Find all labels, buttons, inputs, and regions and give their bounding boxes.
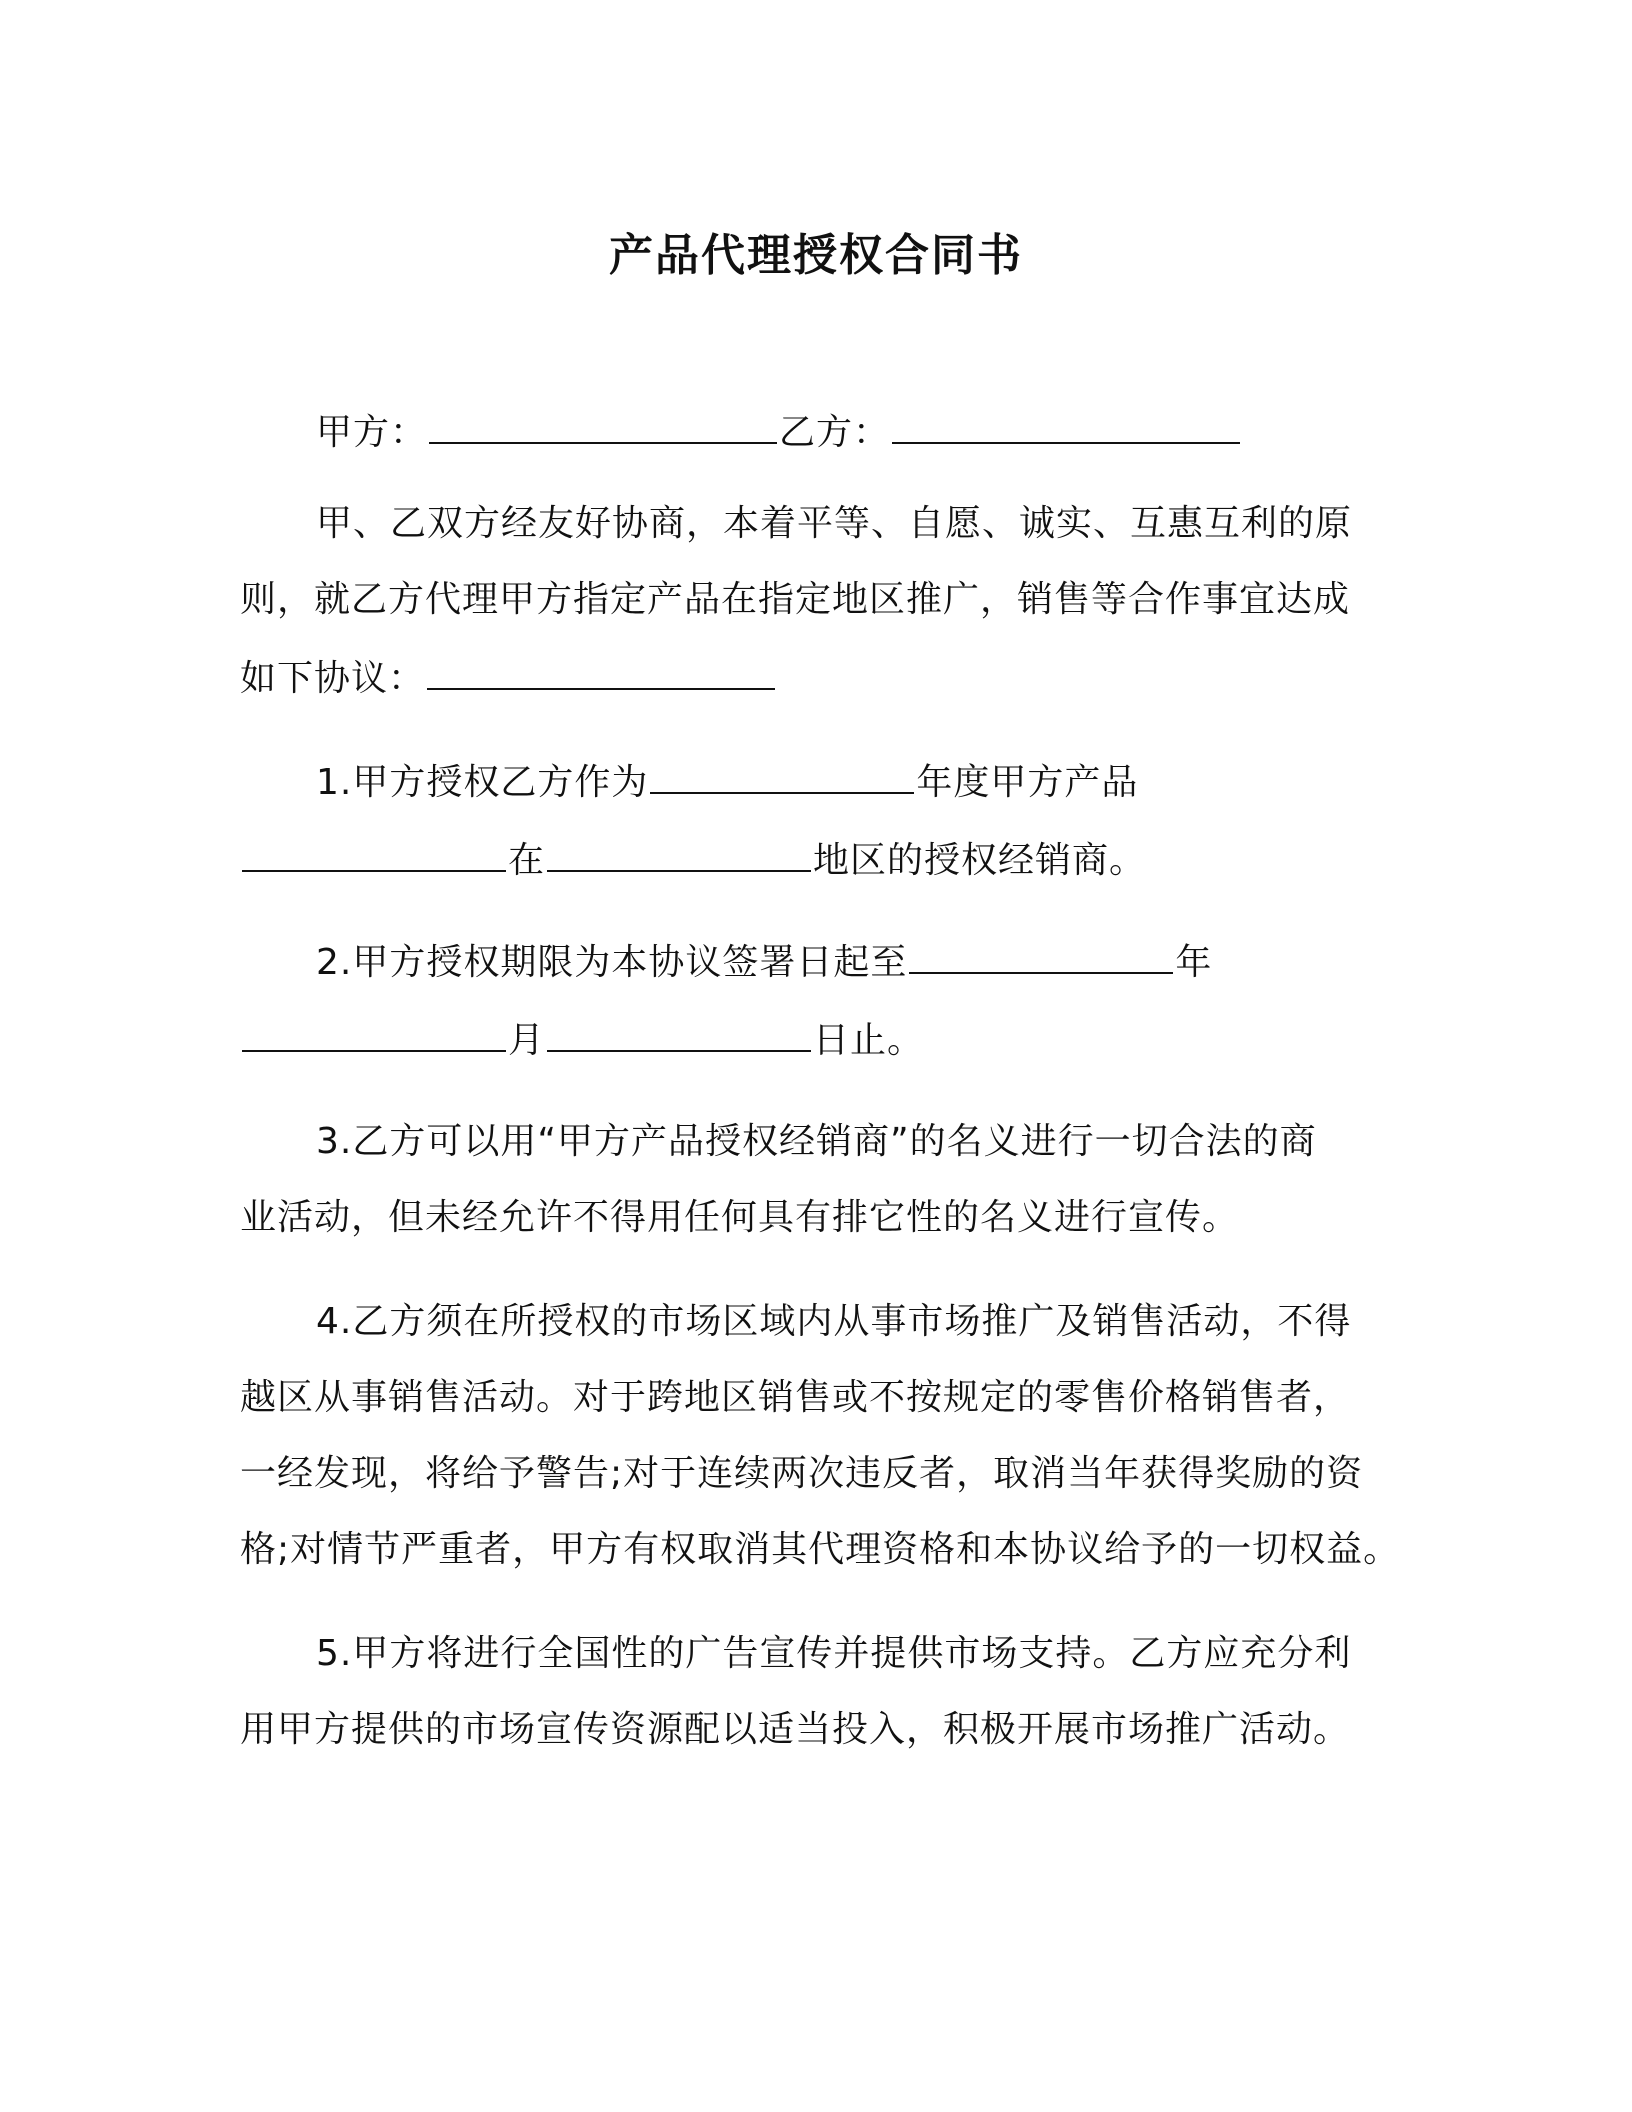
region-blank	[547, 834, 811, 872]
party-b-blank	[892, 406, 1240, 444]
end-year-blank	[909, 936, 1173, 974]
party-a-blank	[429, 406, 777, 444]
clause-2-text-b: 年	[1175, 942, 1213, 983]
intro-line-1: 甲、乙双方经友好协商，本着平等、自愿、诚实、互惠互利的原	[316, 503, 1353, 544]
clause-1-text-b: 年度甲方产品	[916, 762, 1139, 803]
clause-2-text-d: 日止。	[813, 1020, 925, 1061]
clause-1-text-d: 地区的授权经销商。	[813, 840, 1147, 881]
year-blank	[650, 756, 914, 794]
intro-line-3-text: 如下协议：	[240, 658, 426, 699]
clause-2-text-c: 月	[508, 1020, 546, 1061]
clause-2-line-2	[240, 1014, 924, 1065]
clause-5-line-1: 5.甲方将进行全国性的广告宣传并提供市场支持。乙方应充分利	[316, 1633, 1352, 1674]
clause-3-line-1: 3.乙方可以用“甲方产品授权经销商”的名义进行一切合法的商	[316, 1121, 1317, 1162]
clause-4-line-2: 越区从事销售活动。对于跨地区销售或不按规定的零售价格销售者，	[240, 1377, 1351, 1418]
clause-1-line-1	[316, 756, 1138, 807]
clause-4-line-3: 一经发现，将给予警告;对于连续两次违反者，取消当年获得奖励的资	[240, 1453, 1364, 1494]
clause-2-text-a: 2.甲方授权期限为本协议签署日起至	[316, 942, 908, 983]
intro-line-3	[240, 652, 777, 703]
clause-3-line-2: 业活动，但未经允许不得用任何具有排它性的名义进行宣传。	[240, 1197, 1240, 1238]
end-day-blank	[547, 1014, 811, 1052]
clause-1-line-2	[240, 834, 1146, 885]
clause-1-text-a: 1.甲方授权乙方作为	[316, 762, 649, 803]
clause-4-line-1: 4.乙方须在所授权的市场区域内从事市场推广及销售活动，不得	[316, 1301, 1352, 1342]
end-month-blank	[242, 1014, 506, 1052]
product-blank	[242, 834, 506, 872]
party-b-label: 乙方：	[779, 412, 891, 453]
intro-line-2: 则，就乙方代理甲方指定产品在指定地区推广，销售等合作事宜达成	[240, 579, 1351, 620]
party-a-label: 甲方：	[316, 412, 428, 453]
clause-1-text-c: 在	[508, 840, 546, 881]
agreement-blank	[427, 652, 775, 690]
clause-4-line-4: 格;对情节严重者，甲方有权取消其代理资格和本协议给予的一切权益。	[240, 1529, 1401, 1570]
document-title: 产品代理授权合同书	[609, 230, 1023, 281]
clause-2-line-1	[316, 936, 1212, 987]
party-line	[316, 406, 1242, 457]
clause-5-line-2: 用甲方提供的市场宣传资源配以适当投入，积极开展市场推广活动。	[240, 1709, 1351, 1750]
